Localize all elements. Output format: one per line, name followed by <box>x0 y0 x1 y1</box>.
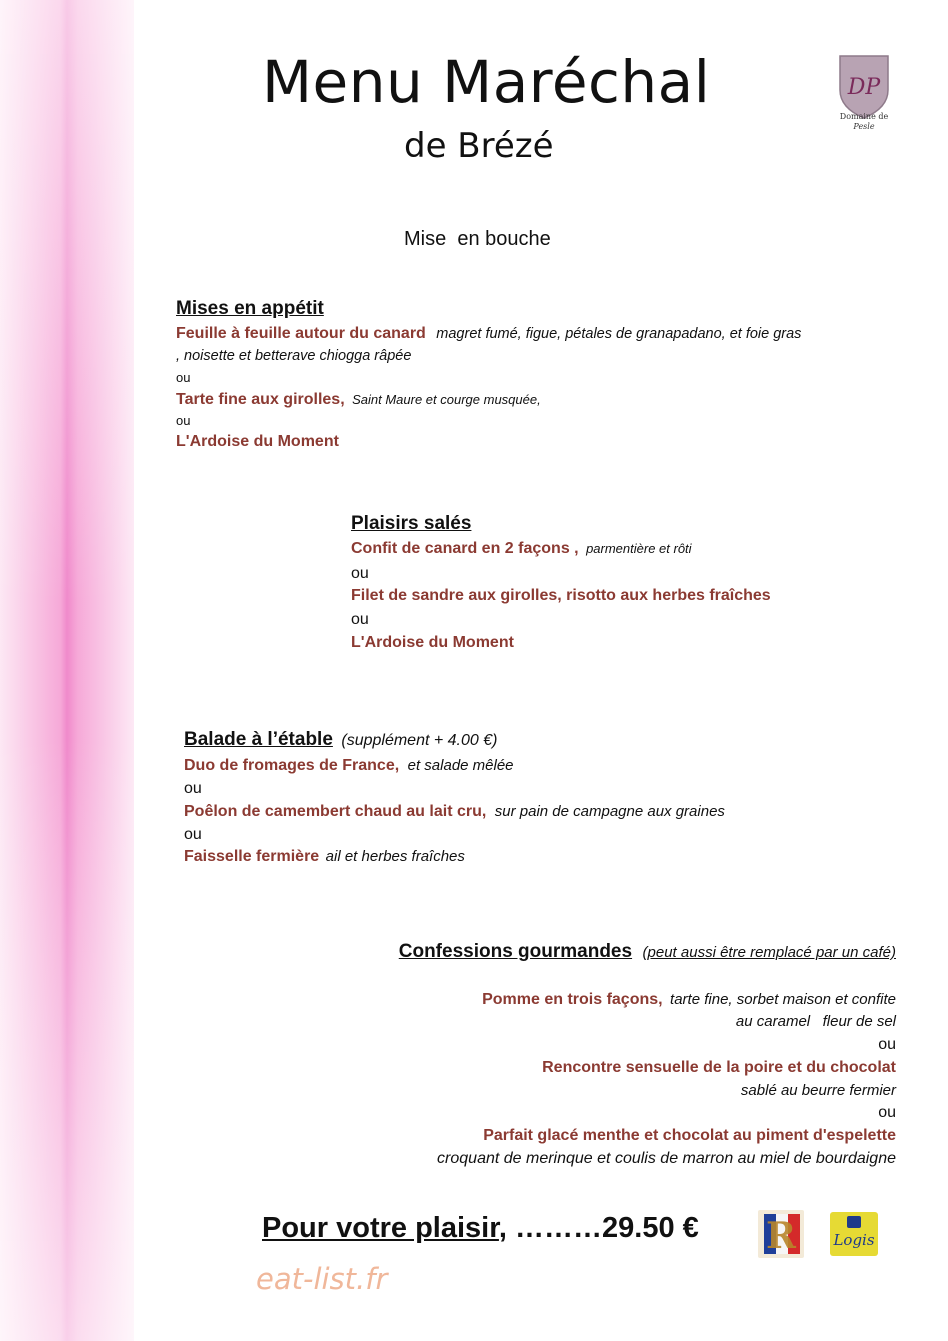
dish-description: magret fumé, figue, pétales de granapadano, et foie gras <box>436 326 802 342</box>
dish-description: et salade mêlée <box>407 757 514 774</box>
price-line <box>262 1212 699 1245</box>
dish-name: Poêlon de camembert chaud au lait cru, <box>184 803 487 820</box>
restaurateurs-r-badge-icon <box>758 1210 804 1258</box>
or-separator: ou <box>176 413 191 428</box>
section-entrees-title: Mises en appétit <box>176 298 324 319</box>
dish-name: Feuille à feuille autour du canard <box>176 325 426 342</box>
watermark: eat-list.fr <box>256 1262 388 1296</box>
svg-text:R: R <box>766 1215 796 1257</box>
price-label: Pour votre plaisir <box>262 1212 499 1244</box>
dish-name: L'Ardoise du Moment <box>176 433 339 450</box>
crest-monogram: DP <box>847 75 881 100</box>
dish-description: ail et herbes fraîches <box>325 848 465 865</box>
menu-title: Menu Maréchal <box>262 48 711 116</box>
dish-description: Saint Maure et courge musquée, <box>352 392 541 407</box>
dish-name: L'Ardoise du Moment <box>351 634 514 651</box>
crest-caption <box>826 112 902 132</box>
dish-name: Confit de canard en 2 façons , <box>351 540 579 557</box>
crest-caption-line1: Domaine de <box>839 112 889 121</box>
supplement-note: (supplément + 4.00 €) <box>341 732 498 749</box>
dish-description-cont: , noisette et betterave chiogga râpée <box>176 348 412 364</box>
menu-item <box>184 757 514 775</box>
or-separator: ou <box>184 826 202 843</box>
menu-item <box>351 540 692 558</box>
or-separator: ou <box>176 370 191 385</box>
or-separator: ou <box>351 611 369 628</box>
section-fromages-title: Balade à l’étable <box>184 729 333 750</box>
section-plats-title: Plaisirs salés <box>351 513 472 534</box>
price-value: 29.50 € <box>602 1212 699 1244</box>
or-separator: ou <box>878 1036 896 1053</box>
price-separator: , ……… <box>498 1212 603 1244</box>
or-separator: ou <box>351 565 369 582</box>
menu-item <box>176 391 541 409</box>
dish-name: Filet de sandre aux girolles, risotto aux herbes fraîches <box>351 587 771 604</box>
dish-name: Duo de fromages de France, <box>184 757 400 774</box>
amuse-bouche: Mise en bouche <box>404 228 551 250</box>
dish-description: sur pain de campagne aux graines <box>494 803 725 820</box>
dish-name: Faisselle fermière <box>184 848 320 865</box>
decorative-pink-band <box>0 0 134 1341</box>
logis-house-icon <box>847 1216 861 1228</box>
menu-item <box>482 991 896 1009</box>
menu-item <box>176 325 801 343</box>
dish-name: Parfait glacé menthe et chocolat au piment d'espelette <box>483 1127 896 1144</box>
dish-description: parmentière et rôti <box>586 541 692 556</box>
dish-description-cont: au caramel fleur de sel <box>735 1013 896 1030</box>
menu-item <box>184 803 725 821</box>
dish-name: Tarte fine aux girolles, <box>176 391 345 408</box>
section-desserts-title: Confessions gourmandes <box>398 941 633 962</box>
dish-description: tarte fine, sorbet maison et confite <box>670 991 896 1008</box>
dish-description: sablé au beurre fermier <box>740 1082 896 1099</box>
or-separator: ou <box>184 780 202 797</box>
dessert-note: (peut aussi être remplacé par un café) <box>642 944 896 961</box>
dish-name: Rencontre sensuelle de la poire et du chocolat <box>542 1059 896 1076</box>
section-fromages-heading <box>184 729 497 751</box>
dish-description: croquant de merinque et coulis de marron au miel de bourdaigne <box>437 1150 896 1167</box>
dish-name: Pomme en trois façons, <box>482 991 663 1008</box>
crest-caption-line2: Pesle <box>853 122 875 131</box>
section-desserts-heading <box>399 941 896 963</box>
menu-item <box>184 848 465 866</box>
or-separator: ou <box>878 1104 896 1121</box>
logis-label: Logis <box>833 1231 875 1249</box>
logis-badge <box>830 1212 878 1256</box>
menu-subtitle: de Brézé <box>404 126 554 166</box>
